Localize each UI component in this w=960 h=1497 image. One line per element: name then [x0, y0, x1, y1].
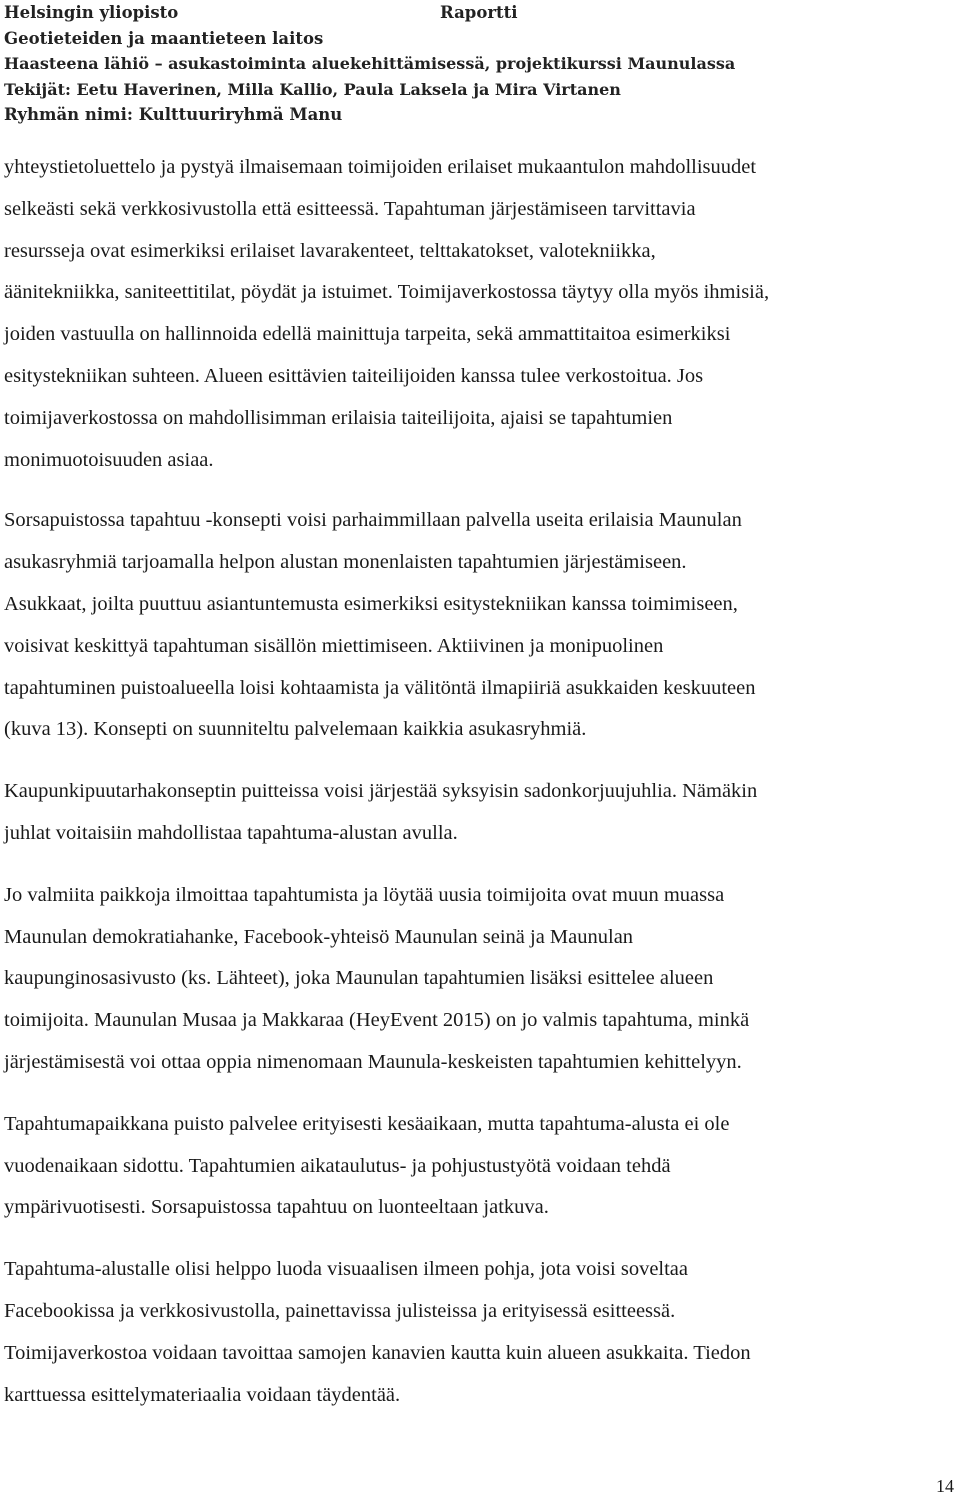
department-name: Geotieteiden ja maantieteen laitos	[4, 28, 324, 48]
paragraph	[4, 771, 950, 855]
text-line: toimijaverkostossa on mahdollisimman erilaisia taiteilijoita, ajaisi se tapahtumien	[4, 406, 673, 429]
text-line: Tapahtuma-alustalle olisi helppo luoda visuaalisen ilmeen pohja, jota voisi soveltaa	[4, 1258, 689, 1281]
paragraph	[4, 500, 950, 751]
text-line: toimijoita. Maunulan Musaa ja Makkaraa (HeyEvent 2015) on jo valmis tapahtuma, minkä	[4, 1009, 750, 1032]
text-line: karttuessa esittelymateriaalia voidaan täydentää.	[4, 1383, 401, 1406]
text-line: voisivat keskittyä tapahtuman sisällön miettimiseen. Aktiivinen ja monipuolinen	[4, 634, 664, 657]
text-line: resursseja ovat esimerkiksi erilaiset lavarakenteet, telttakatokset, valotekniikka,	[4, 239, 656, 262]
text-line: Sorsapuistossa tapahtuu -konsepti voisi parhaimmillaan palvella useita erilaisia Maunulan	[4, 509, 742, 532]
paragraph	[4, 875, 950, 1084]
report-label: Raportti	[440, 3, 518, 22]
page-header	[4, 0, 954, 128]
text-line: monimuotoisuuden asiaa.	[4, 448, 214, 471]
text-line: tapahtuminen puistoalueella loisi kohtaamista ja välitöntä ilmapiiriä asukkaiden keskuuteen	[4, 676, 756, 699]
text-line: ympärivuotisesti. Sorsapuistossa tapahtuu on luonteeltaan jatkuva.	[4, 1196, 549, 1219]
text-line: joiden vastuulla on hallinnoida edellä mainittuja tarpeita, sekä ammattitaitoa esimerkiksi	[4, 323, 731, 346]
text-line: äänitekniikka, saniteettitilat, pöydät ja istuimet. Toimijaverkostossa täytyy olla myös ihmisiä,	[4, 281, 770, 304]
text-line: Facebookissa ja verkkosivustolla, painettavissa julisteissa ja erityisessä esitteessä.	[4, 1299, 676, 1322]
text-line: Maunulan demokratiahanke, Facebook-yhteisö Maunulan seinä ja Maunulan	[4, 925, 634, 948]
group-name: Ryhmän nimi: Kulttuuriryhmä Manu	[4, 105, 343, 124]
text-line: Asukkaat, joilta puuttuu asiantuntemusta esimerkiksi esitystekniikan kanssa toimimiseen,	[4, 592, 738, 615]
authors-line: Tekijät: Eetu Haverinen, Milla Kallio, Paula Laksela ja Mira Virtanen	[4, 79, 621, 99]
body-text	[4, 147, 950, 1436]
course-title: Haasteena lähiö – asukastoiminta aluekehittämisessä, projektikurssi Maunulassa	[4, 54, 736, 73]
text-line: juhlat voitaisiin mahdollistaa tapahtuma-alustan avulla.	[4, 821, 458, 844]
header-university-line	[4, 0, 954, 26]
text-line: (kuva 13). Konsepti on suunniteltu palvelemaan kaikkia asukasryhmiä.	[4, 718, 587, 741]
text-line: Tapahtumapaikkana puisto palvelee erityisesti kesäaikaan, mutta tapahtuma-alusta ei ole	[4, 1112, 730, 1135]
text-line: vuodenaikaan sidottu. Tapahtumien aikataulutus- ja pohjustustyötä voidaan tehdä	[4, 1154, 671, 1177]
paragraph	[4, 147, 950, 481]
text-line: Toimijaverkostoa voidaan tavoittaa samojen kanavien kautta kuin alueen asukkaita. Tiedon	[4, 1341, 751, 1364]
paragraph	[4, 1104, 950, 1229]
paragraph	[4, 1249, 950, 1416]
text-line: selkeästi sekä verkkosivustolla että esitteessä. Tapahtuman järjestämiseen tarvittavia	[4, 197, 696, 220]
university-name: Helsingin yliopisto	[4, 3, 179, 22]
text-line: kaupunginosasivusto (ks. Lähteet), joka Maunulan tapahtumien lisäksi esittelee alueen	[4, 967, 714, 990]
text-line: yhteystietoluettelo ja pystyä ilmaisemaan toimijoiden erilaiset mukaantulon mahdollisuudet	[4, 156, 757, 178]
text-line: asukasryhmiä tarjoamalla helpon alustan monenlaisten tapahtumien järjestämiseen.	[4, 551, 687, 574]
text-line: järjestämisestä voi ottaa oppia nimenomaan Maunula-keskeisten tapahtumien kehittelyyn.	[4, 1050, 742, 1073]
text-line: esitystekniikan suhteen. Alueen esittävien taiteilijoiden kanssa tulee verkostoitua. Jos	[4, 364, 704, 387]
page-number: 14	[936, 1476, 954, 1496]
text-line: Jo valmiita paikkoja ilmoittaa tapahtumista ja löytää uusia toimijoita ovat muun muassa	[4, 883, 725, 906]
text-line: Kaupunkipuutarhakonseptin puitteissa voisi järjestää syksyisin sadonkorjuujuhlia. Nämäkin	[4, 780, 758, 803]
